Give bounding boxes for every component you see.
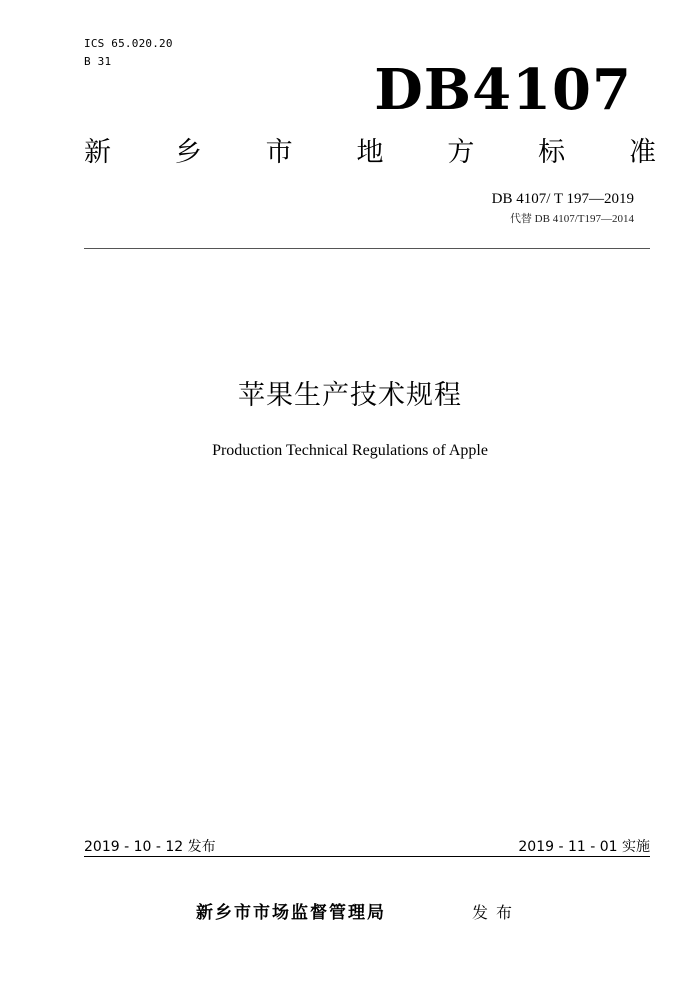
standard-type-char: 地: [356, 137, 384, 168]
standard-type-char: 新: [84, 137, 111, 168]
standard-type-char: 准: [628, 137, 656, 168]
ics-code: ICS 65.020.20: [84, 37, 173, 50]
standard-type: [84, 136, 656, 170]
publish-label: 发布: [472, 903, 521, 922]
title-chinese: 苹果生产技术规程: [238, 380, 462, 411]
standard-number: DB 4107/ T 197—2019: [491, 191, 634, 207]
issuing-authority: 新乡市市场监督管理局: [196, 903, 386, 923]
footer-divider: [84, 856, 650, 857]
implementation-date: 2019 - 11 - 01 实施: [518, 839, 650, 855]
issue-date: 2019 - 10 - 12 发布: [84, 839, 216, 855]
header-divider: [84, 248, 650, 249]
standard-type-char: 方: [447, 137, 475, 168]
title-english: Production Technical Regulations of Apple: [212, 442, 488, 459]
standard-type-char: 标: [538, 137, 566, 168]
replaces-standard: 代替 DB 4107/T197—2014: [509, 213, 634, 225]
standard-type-char: 市: [265, 137, 293, 168]
standard-type-char: 乡: [174, 137, 202, 168]
standard-code: DB4107: [374, 57, 632, 123]
classification-code: B 31: [84, 55, 112, 68]
